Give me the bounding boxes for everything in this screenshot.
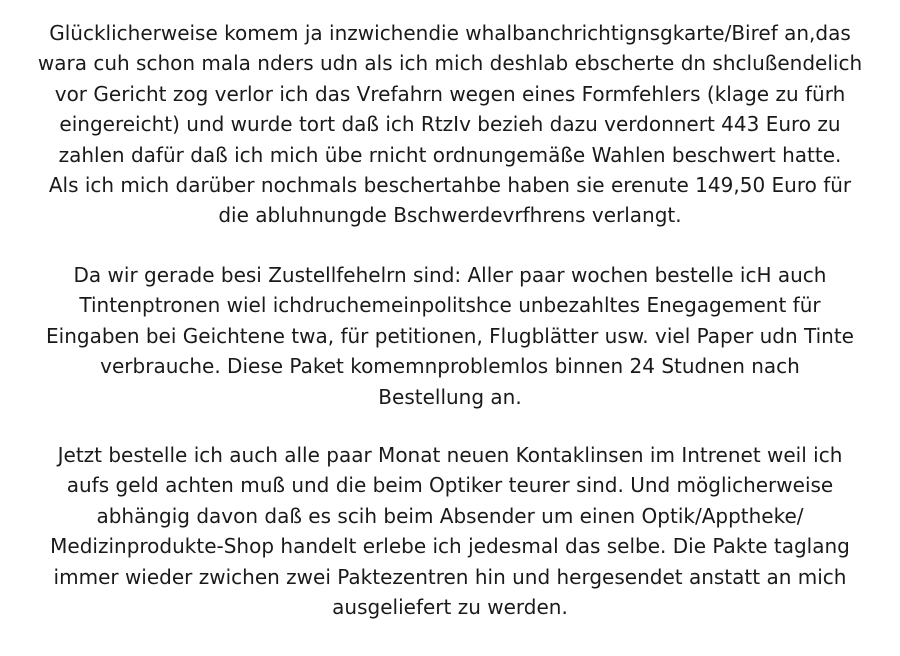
text-line: aufs geld achten muß und die beim Optiker teurer sind. Und möglicherweise [66, 473, 834, 498]
paragraph-court-case [20, 18, 880, 231]
text-line: vor Gericht zog verlor ich das Vrefahrn wegen eines Formfehlers (klage zu fürh [54, 81, 846, 106]
text-line: abhängig davon daß es scih beim Absender um einen Optik/Apptheke/ [96, 503, 804, 528]
text-line: Bestellung an. [378, 384, 522, 409]
paragraph-contact-lenses [20, 440, 880, 622]
text-line: Tintenptronen wiel ichdruchemeinpolitshce unbezahltes Enegagement für [79, 293, 821, 318]
text-line: verbrauche. Diese Paket komemnproblemlos binnen 24 Studnen nach [100, 354, 800, 379]
text-line: eingereicht) und wurde tort daß ich RtzIv bezieh dazu verdonnert 443 Euro zu [59, 112, 841, 137]
text-line: immer wieder zwichen zwei Paktezentren hin und hergesendet anstatt an mich [53, 564, 847, 589]
text-line: ausgeliefert zu werden. [332, 595, 568, 620]
text-line: wara cuh schon mala nders udn als ich mich deshlab ebscherte dn shclußendelich [37, 51, 863, 76]
text-line: zahlen dafür daß ich mich übe rnicht ordnungemäße Wahlen beschwert hatte. [58, 142, 842, 167]
text-line: Da wir gerade besi Zustellfehelrn sind: Aller paar wochen bestelle icH auch [73, 263, 827, 287]
text-line: Eingaben bei Geichtene twa, für petitionen, Flugblätter usw. viel Paper udn Tinte [46, 323, 854, 348]
text-line: die abluhnungde Bschwerdevrfhrens verlangt. [218, 203, 682, 228]
text-line: Als ich mich darüber nochmals beschertahbe haben sie erenute 149,50 Euro für [48, 173, 852, 198]
text-line: Glücklicherweise komem ja inzwichendie whalbanchrichtignsgkarte/Biref an,das [49, 21, 851, 45]
paragraph-ink-cartridges [20, 260, 880, 412]
text-line: Medizinprodukte-Shop handelt erlebe ich jedesmal das selbe. Die Pakte taglang [50, 534, 850, 559]
text-line: Jetzt bestelle ich auch alle paar Monat neuen Kontaklinsen im Intrenet weil ich [57, 443, 843, 467]
